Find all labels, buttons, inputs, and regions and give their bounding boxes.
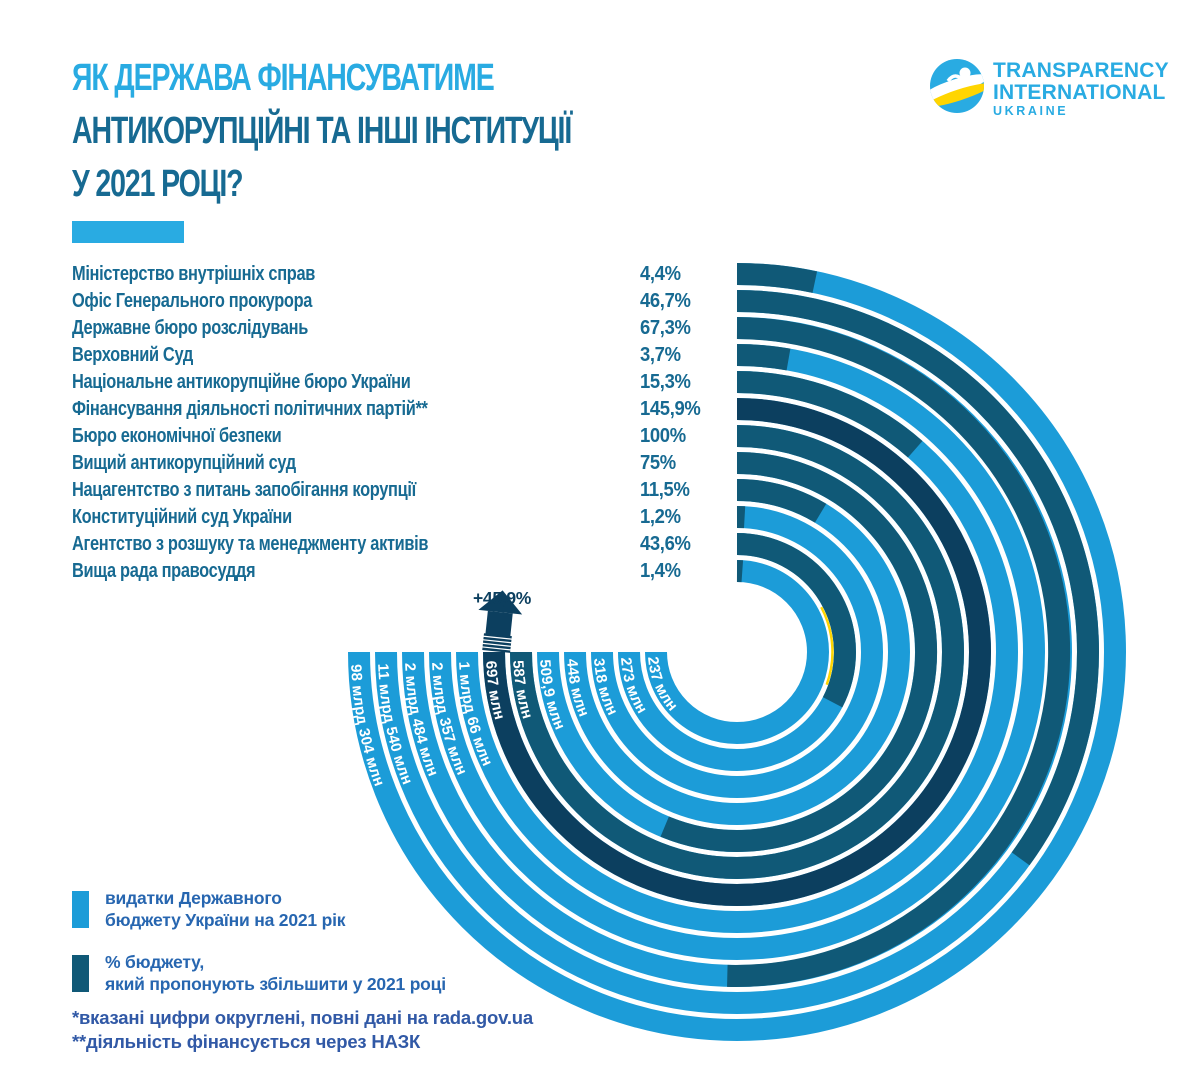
institution-name: Бюро економічної безпеки [72, 425, 282, 447]
ring-amount-label: 11 млрд 540 млн [374, 663, 416, 788]
institution-increase-pct: 1,2% [640, 505, 681, 528]
ring-amount-label: 237 млн [644, 655, 682, 715]
institution-increase-pct: 1,4% [640, 559, 681, 582]
institution-name: Вища рада правосуддя [72, 560, 256, 582]
institution-increase-pct: 100% [640, 424, 686, 447]
institution-row [72, 397, 732, 421]
legend-increase-line2: який пропонують збільшити у 2021 році [105, 973, 446, 994]
legend-increase-line1: % бюджету, [105, 952, 205, 972]
institution-row [72, 559, 732, 583]
title-underline [72, 221, 184, 243]
legend-swatch-budget [72, 891, 89, 928]
title-line-3: У 2021 РОЦІ? [72, 163, 243, 205]
institution-increase-pct: 11,5% [640, 478, 690, 501]
title-line-2: АНТИКОРУПЦІЙНІ ТА ІНШІ ІНСТИТУЦІЇ [72, 110, 572, 152]
institution-increase-pct: 67,3% [640, 316, 691, 339]
institution-row [72, 289, 732, 313]
institution-increase-pct: 145,9% [640, 397, 701, 420]
logo-line-1: TRANSPARENCY [993, 59, 1169, 82]
institution-row [72, 316, 732, 340]
ti-logo-mark [928, 57, 986, 115]
legend-budget-line1: видатки Державного [105, 888, 282, 908]
ring-amount-label: 273 млн [617, 656, 651, 717]
ring-amount-label: 587 млн [509, 659, 536, 721]
ring-amount-label: 98 млрд 304 млн [347, 663, 388, 789]
title-line-1: ЯК ДЕРЖАВА ФІНАНСУВАТИМЕ [72, 57, 494, 99]
institution-row [72, 262, 732, 286]
ring-track [656, 571, 818, 733]
institution-row [72, 343, 732, 367]
institution-row [72, 505, 732, 529]
ring-amount-label: 2 млрд 484 млн [401, 662, 442, 779]
institution-name: Нацагентство з питань запобігання корупції [72, 479, 416, 501]
institution-row [72, 451, 732, 475]
institution-name: Вищий антикорупційний суд [72, 452, 296, 474]
footnotes [72, 1006, 533, 1054]
institution-increase-pct: 15,3% [640, 370, 691, 393]
ti-logo-text [993, 60, 1169, 118]
page-title [72, 52, 642, 211]
legend-label-budget [105, 888, 345, 931]
institution-row [72, 478, 732, 502]
ring-amount-label: 2 млрд 357 млн [428, 661, 471, 778]
footnote-2: **діяльність фінансується через НАЗК [72, 1031, 421, 1052]
ring-amount-label: 448 млн [563, 658, 593, 720]
legend-swatch-increase [72, 955, 89, 992]
institution-name: Національне антикорупційне бюро України [72, 371, 411, 393]
institution-increase-pct: 4,4% [640, 262, 681, 285]
ring-amount-label: 1 млрд 66 млн [455, 661, 496, 769]
institution-name: Конституційний суд України [72, 506, 292, 528]
institution-increase-pct: 43,6% [640, 532, 691, 555]
legend-label-increase [105, 952, 446, 995]
logo-line-2: INTERNATIONAL [993, 81, 1166, 104]
institution-row [72, 370, 732, 394]
increase-overflow-arrow [473, 588, 532, 654]
institution-name: Фінансування діяльності політичних партій** [72, 398, 428, 420]
institution-name: Верховний Суд [72, 344, 193, 366]
institution-name: Офіс Генерального прокурора [72, 290, 313, 312]
ring-increase-arc [737, 274, 815, 282]
footnote-1: *вказані цифри округлені, повні дані на rada.gov.ua [72, 1007, 533, 1028]
institution-row [72, 424, 732, 448]
ring-amount-label: 318 млн [590, 657, 622, 719]
institution-increase-pct: 46,7% [640, 289, 691, 312]
institution-increase-pct: 3,7% [640, 343, 681, 366]
ring-amount-label: 697 млн [482, 660, 509, 722]
institution-name: Міністерство внутрішніх справ [72, 263, 316, 285]
institution-name: Агентство з розшуку та менеджменту активів [72, 533, 429, 555]
ring-increase-arc [737, 355, 789, 360]
institution-increase-pct: 75% [640, 451, 676, 474]
logo-line-3: UKRAINE [993, 104, 1069, 118]
legend-budget-line2: бюджету України на 2021 рік [105, 909, 346, 930]
institution-name: Державне бюро розслідувань [72, 317, 308, 339]
ring-amount-label: 509,9 млн [536, 658, 569, 733]
institution-row [72, 532, 732, 556]
overflow-arrow-label: +45,9% [472, 588, 532, 608]
